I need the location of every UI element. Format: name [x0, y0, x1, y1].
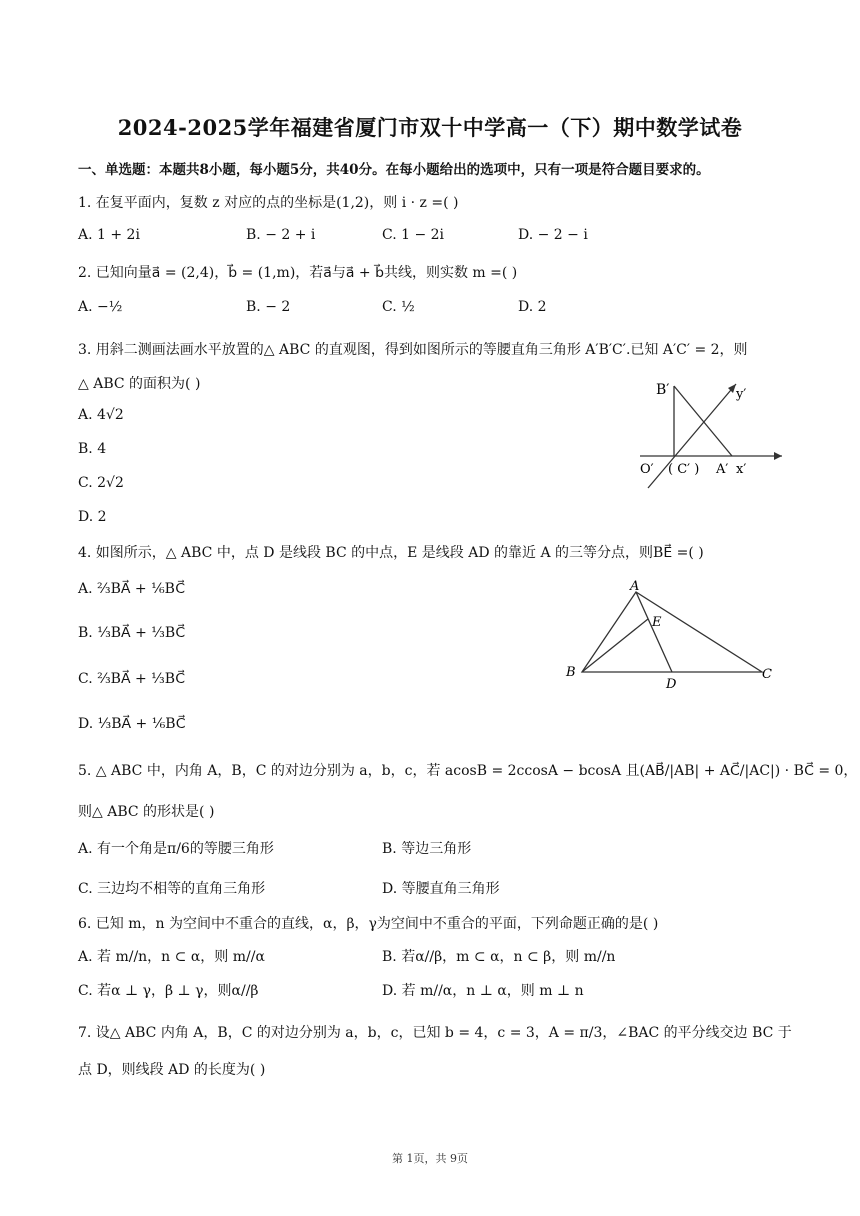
page-footer: 第 1页，共 9页 — [392, 1152, 468, 1165]
question-4-option-c: C. ⅔BA⃗ + ⅓BC⃗ — [78, 671, 186, 687]
question-1-option-c: C. 1 − 2i — [382, 227, 445, 243]
label-x-prime: x′ — [736, 462, 747, 477]
section-header: 一、单选题：本题共8小题，每小题5分，共40分。在每小题给出的选项中，只有一项是符合题目要求的。 — [78, 162, 710, 178]
question-3-option-c: C. 2√2 — [78, 475, 124, 491]
label-y-prime: y′ — [736, 387, 747, 402]
question-1-option-d: D. − 2 − i — [518, 227, 588, 243]
question-6-stem: 6. 已知 m，n 为空间中不重合的直线，α，β，γ为空间中不重合的平面，下列命题正确的是( ) — [78, 916, 659, 932]
question-4-option-a: A. ⅔BA⃗ + ⅙BC⃗ — [78, 581, 185, 597]
page-title: 2024-2025学年福建省厦门市双十中学高一（下）期中数学试卷 — [117, 115, 743, 140]
label-e: E — [652, 615, 662, 630]
question-5-option-b: B. 等边三角形 — [382, 841, 472, 857]
label-c: C — [762, 667, 772, 682]
question-1-option-a: A. 1 + 2i — [78, 227, 140, 243]
question-4-figure — [562, 578, 782, 692]
question-5-stem-continued: 则△ ABC 的形状是( ) — [78, 804, 215, 820]
question-2-option-d: D. 2 — [518, 299, 547, 315]
question-1-option-b: B. − 2 + i — [246, 227, 316, 243]
question-6-option-c: C. 若α ⊥ γ，β ⊥ γ，则α//β — [78, 983, 259, 999]
question-3-figure — [636, 372, 786, 492]
question-5-stem: 5. △ ABC 中，内角 A，B，C 的对边分别为 a，b，c，若 acosB = 2ccosA − bcosA 且(AB⃗/|AB| + AC⃗/|AC|) · BC⃗ = 0， — [78, 763, 858, 779]
label-b: B — [566, 665, 576, 680]
question-2-option-b: B. − 2 — [246, 299, 291, 315]
question-1-stem: 1. 在复平面内，复数 z 对应的点的坐标是(1,2)，则 i · z =( ) — [78, 195, 459, 211]
label-a: A — [630, 579, 640, 594]
label-b-prime: B′ — [656, 382, 670, 398]
question-6-option-a: A. 若 m//n，n ⊂ α，则 m//α — [78, 949, 265, 965]
label-o-prime: O′ — [640, 462, 654, 477]
question-4-option-d: D. ⅓BA⃗ + ⅙BC⃗ — [78, 716, 186, 732]
question-6-option-b: B. 若α//β，m ⊂ α，n ⊂ β，则 m//n — [382, 949, 616, 965]
question-4-stem: 4. 如图所示，△ ABC 中，点 D 是线段 BC 的中点，E 是线段 AD 的靠近 A 的三等分点，则BE⃗ =( ) — [78, 545, 704, 561]
question-2-option-a: A. −½ — [78, 299, 123, 315]
question-3-option-a: A. 4√2 — [78, 407, 124, 423]
question-3-option-d: D. 2 — [78, 509, 107, 525]
question-6-option-d: D. 若 m//α，n ⊥ α，则 m ⊥ n — [382, 983, 584, 999]
question-2-option-c: C. ½ — [382, 299, 415, 315]
question-7-stem: 7. 设△ ABC 内角 A，B，C 的对边分别为 a，b，c，已知 b = 4，c = 3，A = π/3，∠BAC 的平分线交边 BC 于 — [78, 1025, 792, 1041]
question-4-option-b: B. ⅓BA⃗ + ⅓BC⃗ — [78, 625, 186, 641]
question-3-stem-continued: △ ABC 的面积为( ) — [78, 376, 201, 392]
question-5-option-d: D. 等腰直角三角形 — [382, 881, 500, 897]
label-c-prime: ( C′ ) — [668, 462, 700, 477]
question-2-stem: 2. 已知向量a⃗ = (2,4)，b⃗ = (1,m)，若a⃗与a⃗ + b⃗共线，则实数 m =( ) — [78, 265, 518, 281]
triangle-abc — [582, 592, 762, 672]
x-axis-arrow — [774, 452, 782, 460]
label-d: D — [666, 677, 677, 692]
triangle-hypotenuse — [674, 386, 732, 456]
question-7-stem-continued: 点 D，则线段 AD 的长度为( ) — [78, 1062, 266, 1078]
label-a-prime: A′ — [716, 462, 729, 477]
segment-be — [582, 619, 648, 672]
question-5-option-a: A. 有一个角是π/6的等腰三角形 — [78, 841, 274, 857]
question-5-option-c: C. 三边均不相等的直角三角形 — [78, 881, 266, 897]
question-3-option-b: B. 4 — [78, 441, 107, 457]
question-3-stem: 3. 用斜二测画法画水平放置的△ ABC 的直观图，得到如图所示的等腰直角三角形 A′B′C′.已知 A′C′ = 2，则 — [78, 342, 748, 358]
